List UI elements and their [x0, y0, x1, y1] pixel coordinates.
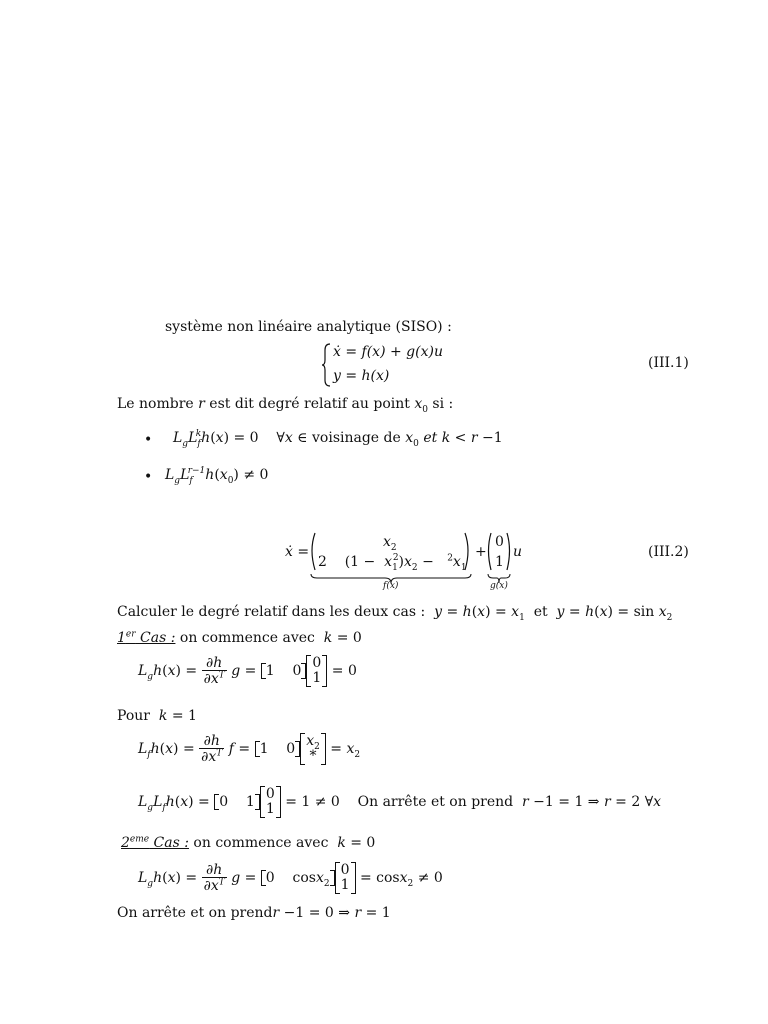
- partial-fraction-2: $\frac{\partial h}{\partial x^T}$: [201, 733, 223, 765]
- definition-sentence: Le nombre r est dit degré relatif au point $x_0$ si :: [117, 396, 454, 415]
- bullet-2-marker: •: [144, 469, 153, 485]
- case1-heading: 1er Cas : on commence avec k = 0: [117, 629, 362, 646]
- partial-fraction-3: $\frac{\partial h}{\partial x^T}$: [203, 862, 225, 894]
- eq1-label: (III.1): [648, 355, 689, 371]
- eq1-line1: ẋ = f(x) + g(x)u: [333, 344, 443, 360]
- bullet-1: $L_gL_f^kh(x) = 0$ ∀x ∈ voisinage de $x_0$ et k < r −1: [173, 429, 503, 449]
- f-label: f(x): [383, 581, 399, 591]
- g-row2: 1: [495, 554, 504, 570]
- partial-fraction: $\frac{\partial h}{\partial x^T}$: [203, 655, 225, 687]
- case2-conclusion: On arrête et on prendr −1 = 0 ⇒ r = 1: [117, 905, 391, 921]
- f-row2: 2 $(1 - x_1^2)x_2 - ^2x_1$: [318, 553, 467, 573]
- case1-eq-c: $L_gL_fh(x) = 0$ 1 0 1 = 1 ≠ 0 On arrête et on prend r −1 = 1 ⇒ r = 2 ∀x: [138, 786, 662, 817]
- task-sentence: Calculer le degré relatif dans les deux cas : $y = h(x) = x_1$ et $y = h(x) = \sin x_2$: [117, 604, 673, 623]
- case1-eq-b: $L_fh(x)$ = $\frac{\partial h}{\partial x^T}$ f = 1 0 $x_2$ * = $x_2$: [138, 733, 361, 765]
- eq2-lhs: ẋ =: [285, 544, 310, 560]
- brace-left: [322, 342, 332, 388]
- g-label: g(x): [490, 581, 508, 591]
- eq2-label: (III.2): [648, 544, 689, 560]
- f-row1: $x_2$: [383, 534, 397, 553]
- eq1-line2: y = h(x): [333, 368, 390, 384]
- case2-heading: 2eme Cas : on commence avec k = 0: [121, 834, 376, 851]
- pour-line: Pour k = 1: [117, 708, 197, 724]
- case1-eq-a: $L_gh(x)$ = $\frac{\partial h}{\partial x^T}$ g = 1 0 0 1 = 0: [138, 655, 357, 687]
- equation-iii-2: [285, 530, 545, 592]
- g-row1: 0: [495, 534, 504, 550]
- eq2-u: u: [513, 544, 523, 560]
- bullet-2: $L_gL_f^{r-1}h(x_0) \ne 0$: [165, 466, 269, 486]
- plus-sign: +: [475, 544, 487, 560]
- intro-text: système non linéaire analytique (SISO) :: [165, 319, 452, 335]
- bullet-1-marker: •: [144, 432, 153, 448]
- case2-eq-a: $L_gh(x)$ = $\frac{\partial h}{\partial x^T}$ g = 0 cosx$_2$ 0 1 = cosx$_2$ ≠ 0: [138, 862, 443, 894]
